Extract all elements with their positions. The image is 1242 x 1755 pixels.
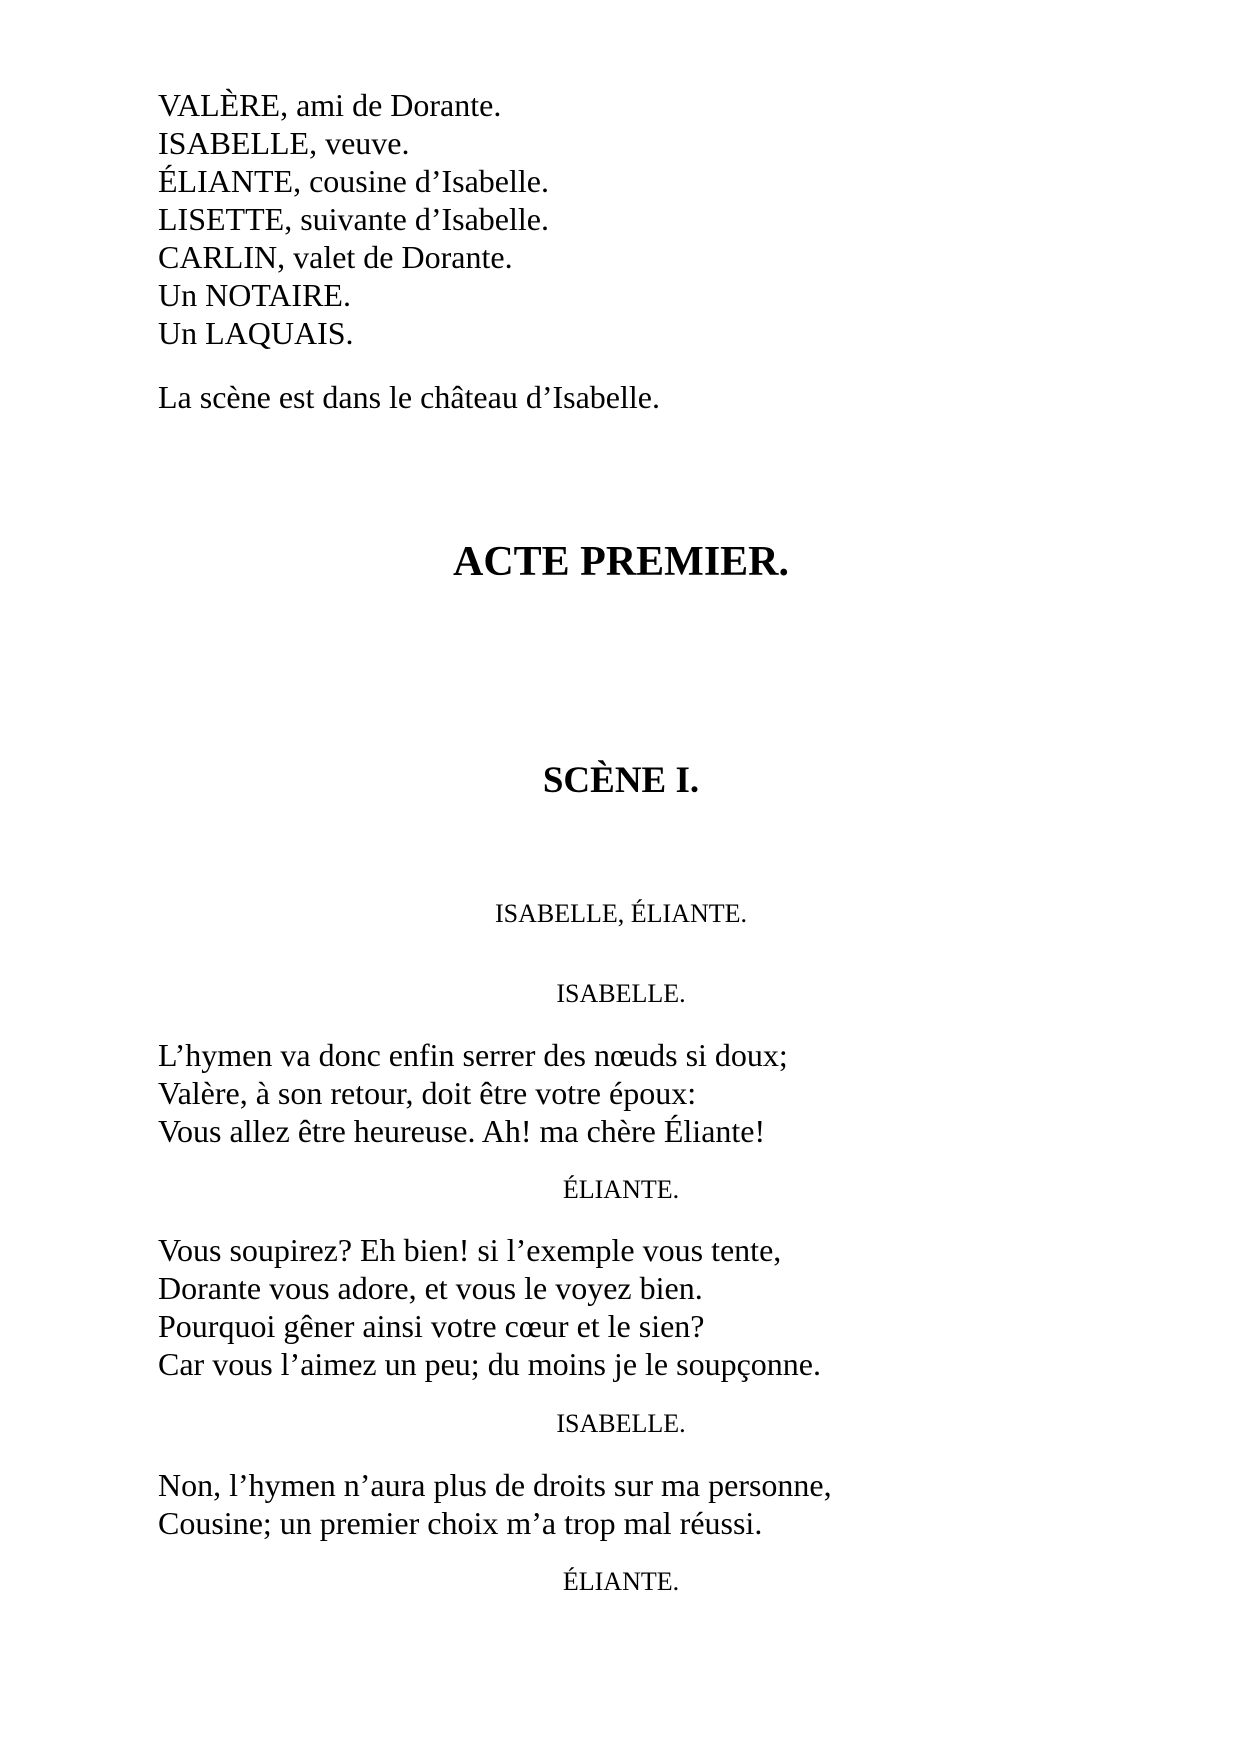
verse-line: L’hymen va donc enfin serrer des nœuds si doux; (158, 1037, 788, 1073)
verse-line: Dorante vous adore, et vous le voyez bien. (158, 1270, 703, 1306)
cast-entry: Un LAQUAIS. (158, 315, 354, 351)
verse-block (158, 1231, 821, 1383)
cast-entry: ISABELLE, veuve. (158, 125, 410, 161)
speaker-name: ÉLIANTE. (562, 1567, 680, 1596)
cast-entry: ÉLIANTE, cousine d’Isabelle. (158, 163, 549, 199)
speaker-name: ÉLIANTE. (562, 1175, 680, 1204)
verse-line: Car vous l’aimez un peu; du moins je le soupçonne. (158, 1346, 821, 1382)
verse-line: Cousine; un premier choix m’a trop mal réussi. (158, 1505, 763, 1541)
act-title: ACTE PREMIER. (452, 539, 790, 585)
scene-characters: ISABELLE, ÉLIANTE. (494, 899, 747, 928)
setting-note: La scène est dans le château d’Isabelle. (158, 379, 660, 415)
verse-line: Valère, à son retour, doit être votre époux: (158, 1075, 697, 1111)
cast-entry: VALÈRE, ami de Dorante. (158, 87, 502, 123)
scene-title: SCÈNE I. (542, 760, 700, 801)
verse-line: Vous soupirez? Eh bien! si l’exemple vous tente, (158, 1232, 782, 1268)
cast-list (158, 86, 549, 352)
verse-block (158, 1036, 788, 1150)
verse-line: Vous allez être heureuse. Ah! ma chère Éliante! (158, 1113, 766, 1149)
cast-entry: Un NOTAIRE. (158, 277, 351, 313)
verse-line: Pourquoi gêner ainsi votre cœur et le sien? (158, 1308, 705, 1344)
cast-entry: LISETTE, suivante d’Isabelle. (158, 201, 549, 237)
speaker-name: ISABELLE. (556, 1409, 686, 1438)
verse-block (158, 1466, 832, 1542)
speaker-name: ISABELLE. (556, 979, 686, 1008)
cast-entry: CARLIN, valet de Dorante. (158, 239, 513, 275)
verse-line: Non, l’hymen n’aura plus de droits sur ma personne, (158, 1467, 832, 1503)
